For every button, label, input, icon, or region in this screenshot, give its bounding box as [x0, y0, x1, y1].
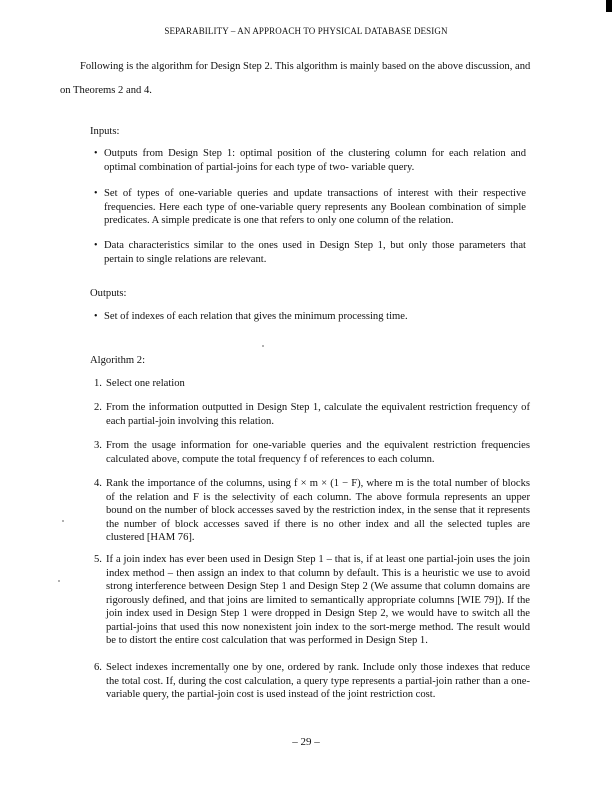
inputs-bullet-3: [94, 239, 526, 266]
outputs-heading: Outputs:: [90, 288, 127, 299]
scan-edge-mark: [606, 0, 612, 12]
bullet-text: Set of types of one-variable queries and update transactions of interest with their respective frequencies. Here each type of one-variable query represents any Boolean combination of simple predicates. A simple predicate is one that refers to only one column of the relation.: [104, 188, 526, 226]
step-number: 2.: [94, 402, 102, 413]
bullet-icon: •: [94, 188, 98, 199]
intro-line-1: Following is the algorithm for Design Step 2. This algorithm is mainly based on the above discussion, and: [80, 61, 531, 72]
step-text: Select indexes incrementally one by one, ordered by rank. Include only those indexes that reduce the total cost. If, during the cost calculation, a query type represents a partial-join rather than a one-variable query, the partial-join cost is used instead of the joint restriction cost.: [106, 662, 530, 700]
scan-speck: [62, 520, 64, 522]
algorithm-step-3: [94, 439, 530, 466]
scan-speck: [262, 345, 264, 347]
algorithm-heading: Algorithm 2:: [90, 355, 146, 366]
bullet-text: Outputs from Design Step 1: optimal position of the clustering column for each relation and optimal combination of partial-joins for each type of two- variable query.: [104, 148, 526, 173]
algorithm-step-4: [94, 477, 530, 545]
inputs-heading: Inputs:: [90, 126, 120, 137]
step-text: If a join index has ever been used in Design Step 1 – that is, if at least one partial-join uses the join index method – then assign an index to that column by default. This is a heuristic we use to avoid strong interference between Design Step 1 and Design Step 2 (We assume that column domains are rigorously defined, and that joins are limited to semantically appropriate columns [WIE 79]). If the join index used in Design Step 1 were dropped in Design Step 2, we would have to switch all the partial-joins that used this now nonexistent join index to the sort-merge method. The result would be to distort the entire cost calculation that was performed in Design Step 1.: [106, 554, 530, 646]
step-number: 1.: [94, 378, 102, 389]
algorithm-step-2: [94, 401, 530, 428]
bullet-icon: •: [94, 311, 98, 322]
algorithm-step-5: [94, 553, 530, 648]
step-number: 4.: [94, 478, 102, 489]
step-number: 5.: [94, 554, 102, 565]
scan-speck: [58, 580, 60, 582]
step-number: 6.: [94, 662, 102, 673]
step-text: Select one relation: [106, 378, 185, 389]
algorithm-step-1: [94, 377, 530, 391]
step-text: From the information outputted in Design Step 1, calculate the equivalent restriction frequency of each partial-join involving this relation.: [106, 402, 530, 427]
outputs-bullet-1: [94, 310, 526, 324]
intro-line-2: on Theorems 2 and 4.: [60, 85, 152, 96]
step-number: 3.: [94, 440, 102, 451]
inputs-bullet-2: [94, 187, 526, 228]
step-text: From the usage information for one-variable queries and the equivalent restriction frequencies calculated above, compute the total frequency f of references to each column.: [106, 440, 530, 465]
algorithm-step-6: [94, 661, 530, 702]
bullet-text: Data characteristics similar to the ones used in Design Step 1, but only those parameters that pertain to single relations are relevant.: [104, 240, 526, 265]
bullet-icon: •: [94, 148, 98, 159]
inputs-bullet-1: [94, 147, 526, 174]
bullet-icon: •: [94, 240, 98, 251]
bullet-text: Set of indexes of each relation that gives the minimum processing time.: [104, 311, 408, 322]
running-header: SEPARABILITY – AN APPROACH TO PHYSICAL DATABASE DESIGN: [164, 26, 448, 36]
step-text: Rank the importance of the columns, using f × m × (1 − F), where m is the total number of blocks of the relation and F is the selectivity of each column. The above formula represents an upper bound on the number of block accesses saved by the restriction index, in the sense that it represents the number of block accesses saved if there is no other index and all the selected tuples are clustered [HAM 76].: [106, 478, 530, 543]
intro-paragraph: [60, 55, 560, 103]
page-number: – 29 –: [292, 736, 320, 748]
